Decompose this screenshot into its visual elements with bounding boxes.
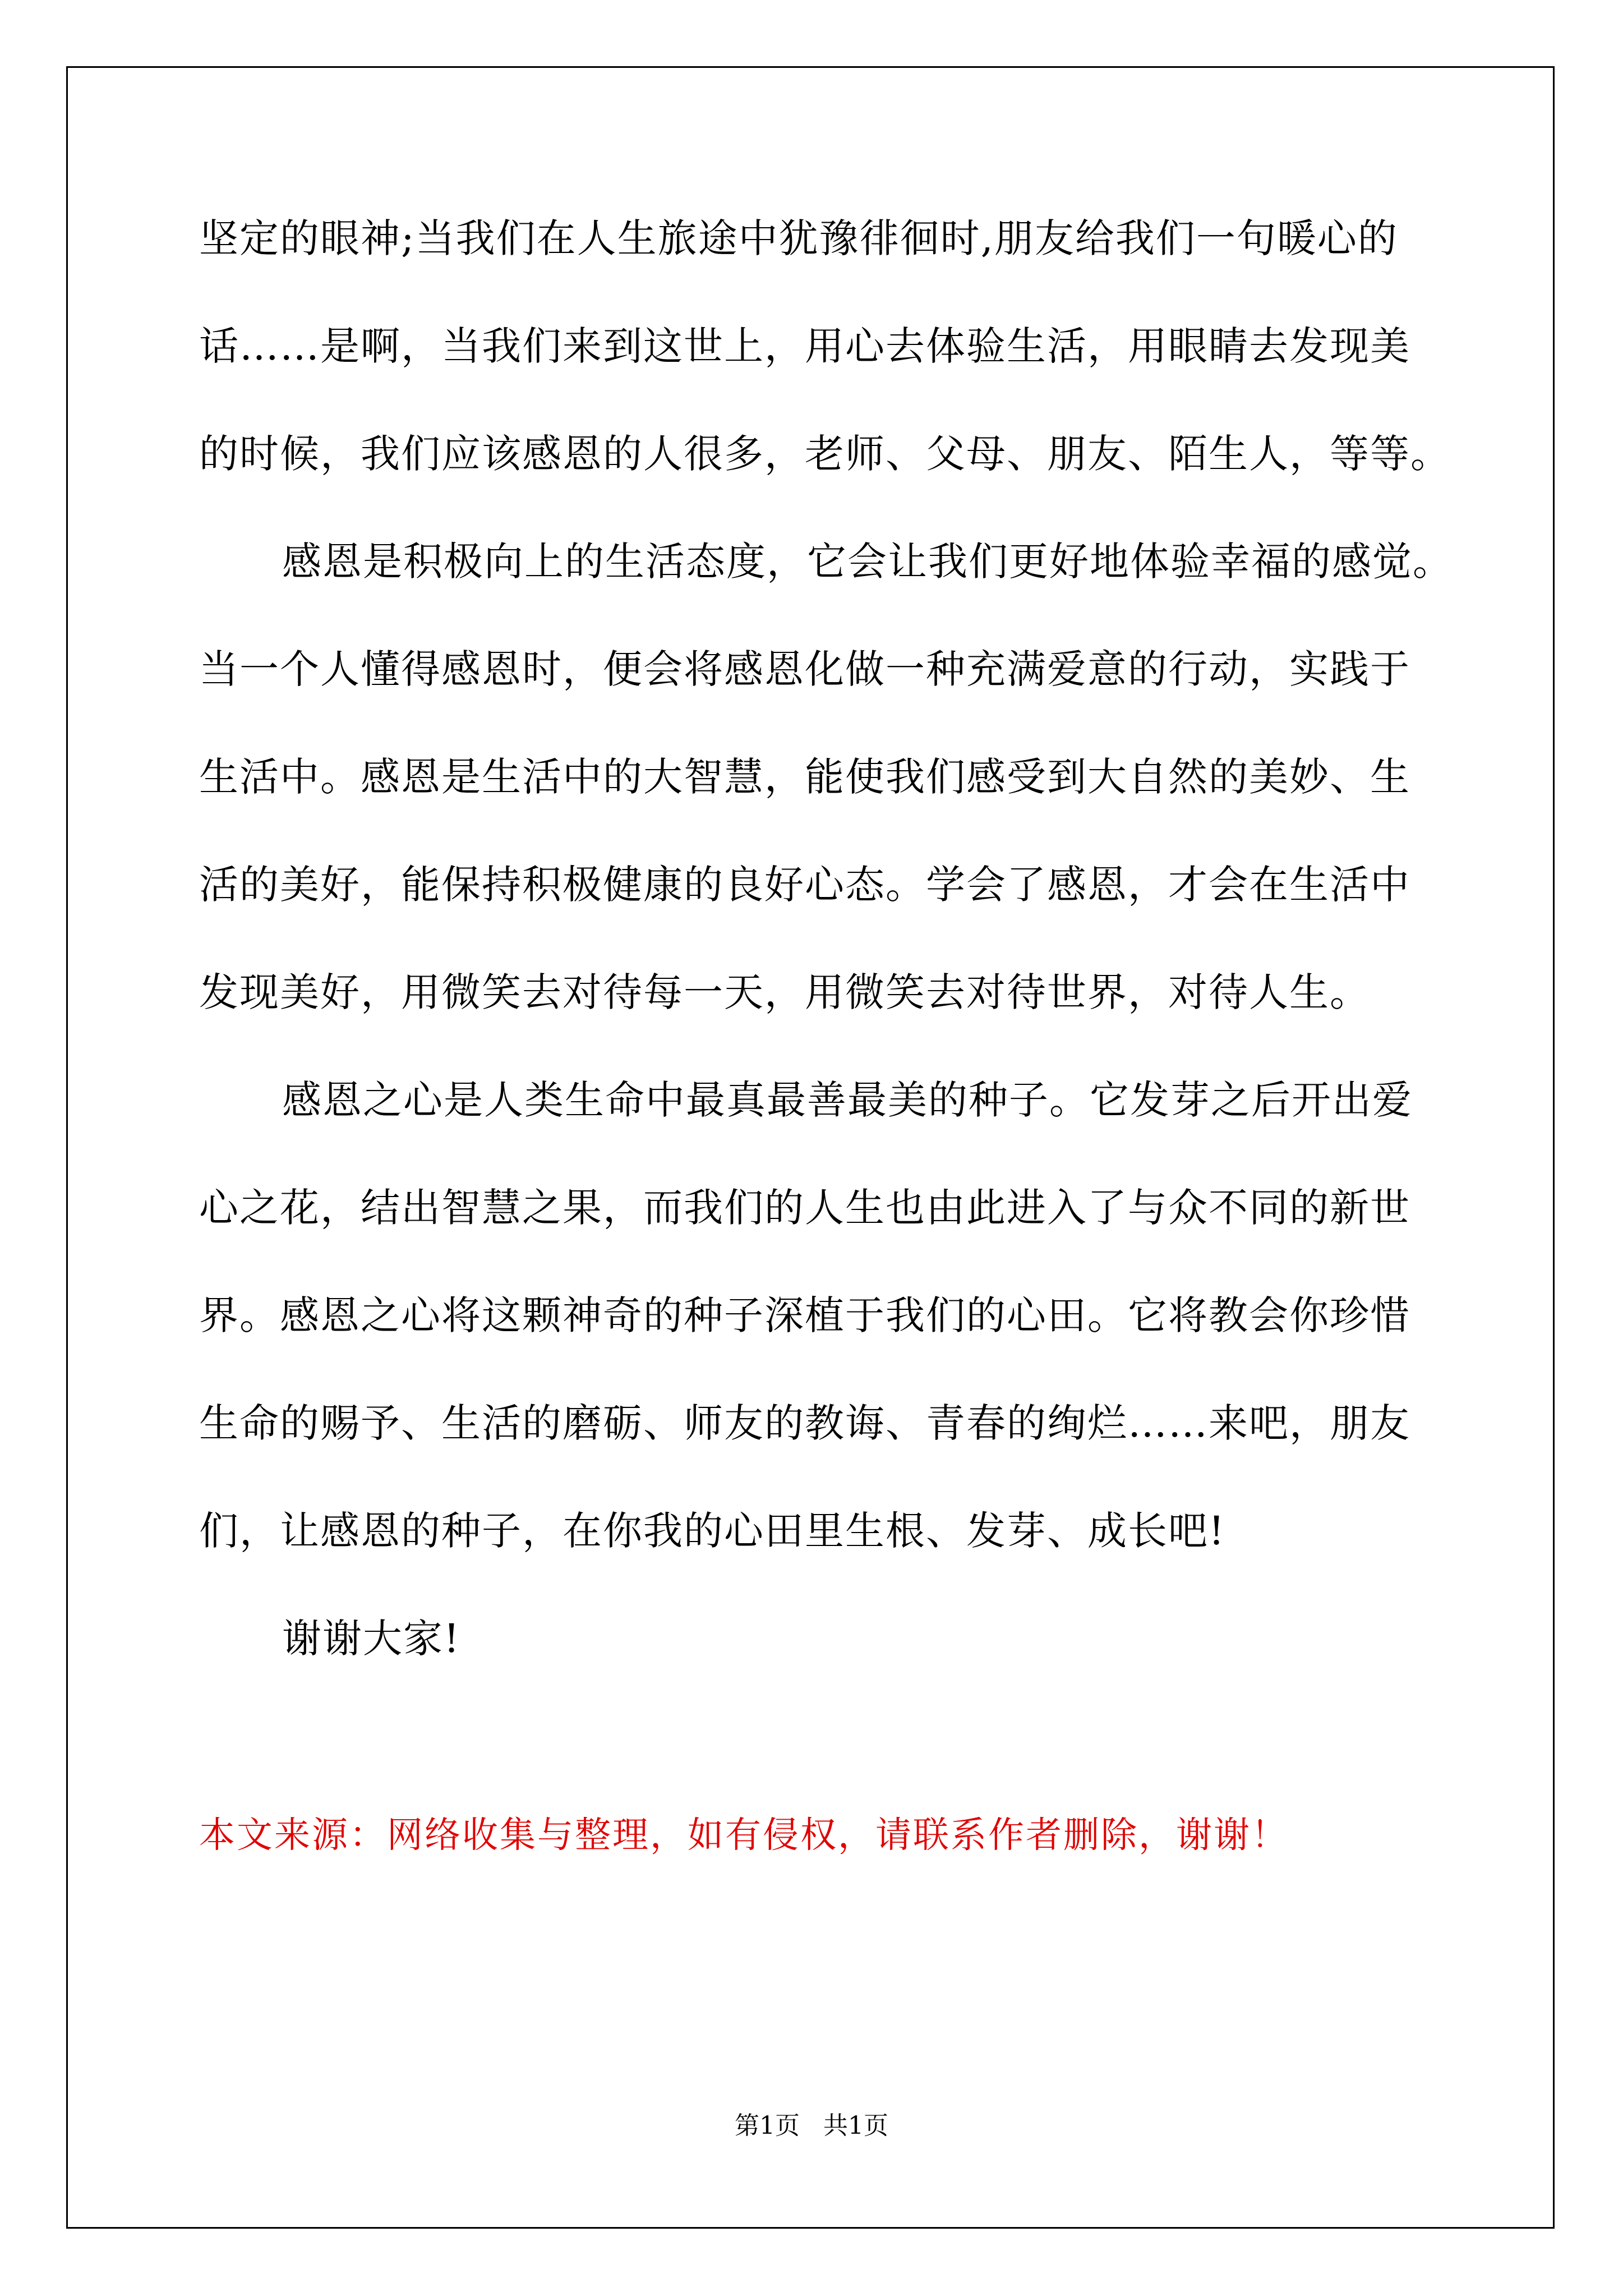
body-line-2: 话……是啊，当我们来到这世上，用心去体验生活，用眼睛去发现美 (199, 323, 1410, 369)
source-note: 本文来源：网络收集与整理，如有侵权，请联系作者删除，谢谢！ (199, 1815, 1289, 1856)
body-line-12: 生命的赐予、生活的磨砺、师友的教诲、青春的绚烂……来吧，朋友 (199, 1400, 1410, 1446)
body-line-1: 坚定的眼神;当我们在人生旅途中犹豫徘徊时,朋友给我们一句暖心的 (199, 215, 1398, 261)
document-body (199, 215, 1453, 1727)
body-line-10: 心之花，结出智慧之果，而我们的人生也由此进入了与众不同的新世 (199, 1185, 1410, 1231)
body-line-6: 生活中。感恩是生活中的大智慧，能使我们感受到大自然的美妙、生 (199, 754, 1410, 800)
body-line-8: 发现美好，用微笑去对待每一天，用微笑去对待世界，对待人生。 (199, 969, 1370, 1015)
body-line-4: 感恩是积极向上的生活态度，它会让我们更好地体验幸福的感觉。 (282, 539, 1453, 585)
body-line-3: 的时候，我们应该感恩的人很多，老师、父母、朋友、陌生人，等等。 (199, 431, 1451, 477)
body-line-13: 们，让感恩的种子，在你我的心田里生根、发芽、成长吧! (199, 1508, 1226, 1554)
body-line-5: 当一个人懂得感恩时，便会将感恩化做一种充满爱意的行动，实践于 (199, 646, 1410, 692)
body-line-9: 感恩之心是人类生命中最真最善最美的种子。它发芽之后开出爱 (282, 1077, 1413, 1123)
body-line-11: 界。感恩之心将这颗神奇的种子深植于我们的心田。它将教会你珍惜 (199, 1292, 1410, 1338)
closing-line: 谢谢大家! (282, 1616, 461, 1662)
body-line-7: 活的美好，能保持积极健康的良好心态。学会了感恩，才会在生活中 (199, 862, 1410, 908)
page-footer: 第1页 共1页 (735, 2111, 888, 2140)
